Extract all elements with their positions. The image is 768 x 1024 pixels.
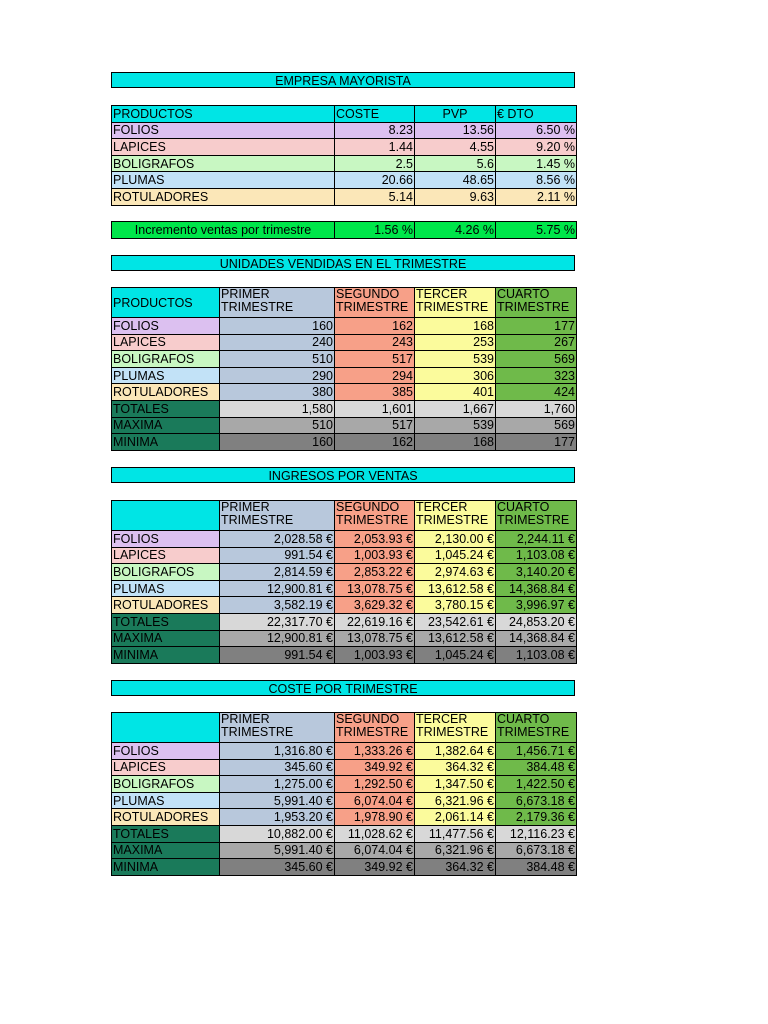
q3-cell[interactable]: 6,321.96 € bbox=[415, 792, 496, 809]
q1-cell[interactable]: 2,028.58 € bbox=[220, 531, 335, 548]
table-row bbox=[112, 580, 577, 597]
table-row bbox=[112, 564, 577, 581]
incremento-label[interactable]: Incremento ventas por trimestre bbox=[112, 222, 335, 239]
q3-cell[interactable]: 401 bbox=[415, 384, 496, 401]
product-name[interactable]: FOLIOS bbox=[112, 318, 220, 335]
header-q2[interactable]: SEGUNDO TRIMESTRE bbox=[335, 288, 415, 318]
header-q4[interactable]: CUARTO TRIMESTRE bbox=[496, 288, 577, 318]
header-q3[interactable]: TERCER TRIMESTRE bbox=[415, 713, 496, 743]
q1-cell[interactable]: 1,580 bbox=[220, 400, 335, 417]
q3-cell[interactable]: 1,045.24 € bbox=[415, 647, 496, 664]
coste-cell[interactable]: 5.14 bbox=[335, 188, 415, 205]
product-name[interactable]: BOLIGRAFOS bbox=[112, 155, 335, 172]
unidades-table bbox=[111, 287, 577, 451]
q1-cell[interactable]: 1,275.00 € bbox=[220, 776, 335, 793]
maxima-label[interactable]: MAXIMA bbox=[112, 630, 220, 647]
dto-cell[interactable]: 2.11 % bbox=[496, 188, 577, 205]
table-row bbox=[112, 122, 577, 139]
header-q3[interactable]: TERCER TRIMESTRE bbox=[415, 501, 496, 531]
q4-cell[interactable]: 6,673.18 € bbox=[496, 792, 577, 809]
q3-cell[interactable]: 364.32 € bbox=[415, 759, 496, 776]
q4-cell[interactable]: 6,673.18 € bbox=[496, 842, 577, 859]
q4-cell[interactable]: 267 bbox=[496, 334, 577, 351]
q1-cell[interactable]: 991.54 € bbox=[220, 647, 335, 664]
q2-cell[interactable]: 385 bbox=[335, 384, 415, 401]
q2-cell[interactable]: 2,853.22 € bbox=[335, 564, 415, 581]
pvp-cell[interactable]: 13.56 bbox=[415, 122, 496, 139]
minima-label[interactable]: MINIMA bbox=[112, 859, 220, 876]
q3-cell[interactable]: 539 bbox=[415, 417, 496, 434]
q4-cell[interactable]: 2,179.36 € bbox=[496, 809, 577, 826]
q4-cell[interactable]: 1,103.08 € bbox=[496, 547, 577, 564]
unidades-title: UNIDADES VENDIDAS EN EL TRIMESTRE bbox=[111, 255, 575, 271]
table-row bbox=[112, 597, 577, 614]
q2-cell[interactable]: 3,629.32 € bbox=[335, 597, 415, 614]
maxima-row bbox=[112, 417, 577, 434]
q4-cell[interactable]: 12,116.23 € bbox=[496, 825, 577, 842]
q2-cell[interactable]: 1,292.50 € bbox=[335, 776, 415, 793]
header-q1[interactable]: PRIMER TRIMESTRE bbox=[220, 501, 335, 531]
product-name[interactable]: ROTULADORES bbox=[112, 384, 220, 401]
minima-row bbox=[112, 434, 577, 451]
q3-cell[interactable]: 2,061.14 € bbox=[415, 809, 496, 826]
q2-cell[interactable]: 162 bbox=[335, 434, 415, 451]
minima-row bbox=[112, 859, 577, 876]
pvp-cell[interactable]: 4.55 bbox=[415, 139, 496, 156]
minima-label[interactable]: MINIMA bbox=[112, 434, 220, 451]
q1-cell[interactable]: 510 bbox=[220, 417, 335, 434]
product-name[interactable]: FOLIOS bbox=[112, 531, 220, 548]
q3-cell[interactable]: 13,612.58 € bbox=[415, 580, 496, 597]
table-row bbox=[112, 759, 577, 776]
product-name[interactable]: ROTULADORES bbox=[112, 597, 220, 614]
q1-cell[interactable]: 160 bbox=[220, 434, 335, 451]
maxima-label[interactable]: MAXIMA bbox=[112, 417, 220, 434]
coste-cell[interactable]: 8.23 bbox=[335, 122, 415, 139]
q4-cell[interactable]: 3,996.97 € bbox=[496, 597, 577, 614]
q3-cell[interactable]: 1,382.64 € bbox=[415, 743, 496, 760]
coste-table bbox=[111, 712, 577, 876]
product-name[interactable]: LAPICES bbox=[112, 334, 220, 351]
q2-cell[interactable]: 6,074.04 € bbox=[335, 842, 415, 859]
q3-cell[interactable]: 364.32 € bbox=[415, 859, 496, 876]
table-row bbox=[112, 334, 577, 351]
q1-cell[interactable]: 345.60 € bbox=[220, 759, 335, 776]
header-productos[interactable]: PRODUCTOS bbox=[112, 106, 335, 123]
q2-cell[interactable]: 1,003.93 € bbox=[335, 647, 415, 664]
q3-cell[interactable]: 6,321.96 € bbox=[415, 842, 496, 859]
q2-cell[interactable]: 517 bbox=[335, 417, 415, 434]
product-name[interactable]: PLUMAS bbox=[112, 172, 335, 189]
product-name[interactable]: BOLIGRAFOS bbox=[112, 564, 220, 581]
q2-cell[interactable]: 1,333.26 € bbox=[335, 743, 415, 760]
q1-cell[interactable]: 5,991.40 € bbox=[220, 842, 335, 859]
incremento-cell[interactable]: 4.26 % bbox=[415, 222, 496, 239]
ingresos-title: INGRESOS POR VENTAS bbox=[111, 467, 575, 483]
table-header-row bbox=[112, 288, 577, 318]
totales-row bbox=[112, 613, 577, 630]
q1-cell[interactable]: 1,953.20 € bbox=[220, 809, 335, 826]
coste-cell[interactable]: 20.66 bbox=[335, 172, 415, 189]
header-q2[interactable]: SEGUNDO TRIMESTRE bbox=[335, 713, 415, 743]
incremento-cell[interactable]: 5.75 % bbox=[496, 222, 577, 239]
q1-cell[interactable]: 1,316.80 € bbox=[220, 743, 335, 760]
q1-cell[interactable]: 510 bbox=[220, 351, 335, 368]
q3-cell[interactable]: 23,542.61 € bbox=[415, 613, 496, 630]
product-name[interactable]: ROTULADORES bbox=[112, 809, 220, 826]
q2-cell[interactable]: 1,978.90 € bbox=[335, 809, 415, 826]
header-productos[interactable] bbox=[112, 713, 220, 743]
q2-cell[interactable]: 243 bbox=[335, 334, 415, 351]
q4-cell[interactable]: 1,760 bbox=[496, 400, 577, 417]
table-row bbox=[112, 318, 577, 335]
dto-cell[interactable]: 9.20 % bbox=[496, 139, 577, 156]
q2-cell[interactable]: 13,078.75 € bbox=[335, 630, 415, 647]
product-name[interactable]: FOLIOS bbox=[112, 122, 335, 139]
q3-cell[interactable]: 253 bbox=[415, 334, 496, 351]
q4-cell[interactable]: 323 bbox=[496, 367, 577, 384]
product-name[interactable]: BOLIGRAFOS bbox=[112, 776, 220, 793]
q4-cell[interactable]: 2,244.11 € bbox=[496, 531, 577, 548]
product-name[interactable]: LAPICES bbox=[112, 547, 220, 564]
table-row bbox=[112, 792, 577, 809]
product-name[interactable]: PLUMAS bbox=[112, 580, 220, 597]
table-row bbox=[112, 351, 577, 368]
pvp-cell[interactable]: 5.6 bbox=[415, 155, 496, 172]
maxima-label[interactable]: MAXIMA bbox=[112, 842, 220, 859]
q1-cell[interactable]: 290 bbox=[220, 367, 335, 384]
header-pvp[interactable]: PVP bbox=[415, 106, 496, 123]
q4-cell[interactable]: 1,422.50 € bbox=[496, 776, 577, 793]
q2-cell[interactable]: 349.92 € bbox=[335, 759, 415, 776]
table-row bbox=[112, 367, 577, 384]
dto-cell[interactable]: 8.56 % bbox=[496, 172, 577, 189]
q2-cell[interactable]: 294 bbox=[335, 367, 415, 384]
ingresos-table bbox=[111, 500, 577, 664]
q2-cell[interactable]: 6,074.04 € bbox=[335, 792, 415, 809]
q3-cell[interactable]: 168 bbox=[415, 318, 496, 335]
q2-cell[interactable]: 1,003.93 € bbox=[335, 547, 415, 564]
table-row bbox=[112, 809, 577, 826]
q4-cell[interactable]: 3,140.20 € bbox=[496, 564, 577, 581]
q2-cell[interactable]: 11,028.62 € bbox=[335, 825, 415, 842]
table-row bbox=[112, 188, 577, 205]
table-header-row bbox=[112, 106, 577, 123]
coste-title: COSTE POR TRIMESTRE bbox=[111, 680, 575, 696]
q4-cell[interactable]: 177 bbox=[496, 434, 577, 451]
q2-cell[interactable]: 2,053.93 € bbox=[335, 531, 415, 548]
product-name[interactable]: BOLIGRAFOS bbox=[112, 351, 220, 368]
totales-label[interactable]: TOTALES bbox=[112, 613, 220, 630]
table-header-row bbox=[112, 713, 577, 743]
q3-cell[interactable]: 1,667 bbox=[415, 400, 496, 417]
q1-cell[interactable]: 160 bbox=[220, 318, 335, 335]
pvp-cell[interactable]: 9.63 bbox=[415, 188, 496, 205]
header-q4[interactable]: CUARTO TRIMESTRE bbox=[496, 501, 577, 531]
q2-cell[interactable]: 162 bbox=[335, 318, 415, 335]
totales-row bbox=[112, 825, 577, 842]
header-q1[interactable]: PRIMER TRIMESTRE bbox=[220, 713, 335, 743]
header-productos[interactable] bbox=[112, 501, 220, 531]
pvp-cell[interactable]: 48.65 bbox=[415, 172, 496, 189]
table-row bbox=[112, 384, 577, 401]
table-row bbox=[112, 139, 577, 156]
table-row bbox=[112, 172, 577, 189]
q1-cell[interactable]: 345.60 € bbox=[220, 859, 335, 876]
q1-cell[interactable]: 991.54 € bbox=[220, 547, 335, 564]
header-productos[interactable]: PRODUCTOS bbox=[112, 288, 220, 318]
totales-row bbox=[112, 400, 577, 417]
productos-price-table bbox=[111, 105, 577, 206]
header-coste[interactable]: COSTE bbox=[335, 106, 415, 123]
product-name[interactable]: PLUMAS bbox=[112, 792, 220, 809]
table-row bbox=[112, 743, 577, 760]
q4-cell[interactable]: 1,103.08 € bbox=[496, 647, 577, 664]
incremento-row bbox=[112, 222, 577, 239]
q4-cell[interactable]: 1,456.71 € bbox=[496, 743, 577, 760]
q2-cell[interactable]: 1,601 bbox=[335, 400, 415, 417]
product-name[interactable]: PLUMAS bbox=[112, 367, 220, 384]
header-q4[interactable]: CUARTO TRIMESTRE bbox=[496, 713, 577, 743]
q2-cell[interactable]: 13,078.75 € bbox=[335, 580, 415, 597]
q1-cell[interactable]: 12,900.81 € bbox=[220, 580, 335, 597]
q2-cell[interactable]: 22,619.16 € bbox=[335, 613, 415, 630]
coste-cell[interactable]: 1.44 bbox=[335, 139, 415, 156]
maxima-row bbox=[112, 630, 577, 647]
q3-cell[interactable]: 2,974.63 € bbox=[415, 564, 496, 581]
header-q3[interactable]: TERCER TRIMESTRE bbox=[415, 288, 496, 318]
product-name[interactable]: ROTULADORES bbox=[112, 188, 335, 205]
q3-cell[interactable]: 168 bbox=[415, 434, 496, 451]
product-name[interactable]: LAPICES bbox=[112, 139, 335, 156]
q1-cell[interactable]: 5,991.40 € bbox=[220, 792, 335, 809]
q1-cell[interactable]: 12,900.81 € bbox=[220, 630, 335, 647]
q2-cell[interactable]: 517 bbox=[335, 351, 415, 368]
product-name[interactable]: LAPICES bbox=[112, 759, 220, 776]
q3-cell[interactable]: 13,612.58 € bbox=[415, 630, 496, 647]
dto-cell[interactable]: 1.45 % bbox=[496, 155, 577, 172]
q4-cell[interactable]: 14,368.84 € bbox=[496, 630, 577, 647]
totales-label[interactable]: TOTALES bbox=[112, 825, 220, 842]
table-header-row bbox=[112, 501, 577, 531]
q3-cell[interactable]: 2,130.00 € bbox=[415, 531, 496, 548]
minima-label[interactable]: MINIMA bbox=[112, 647, 220, 664]
table-row bbox=[112, 776, 577, 793]
q1-cell[interactable]: 240 bbox=[220, 334, 335, 351]
header-q1[interactable]: PRIMER TRIMESTRE bbox=[220, 288, 335, 318]
q4-cell[interactable]: 384.48 € bbox=[496, 759, 577, 776]
q3-cell[interactable]: 1,347.50 € bbox=[415, 776, 496, 793]
q3-cell[interactable]: 539 bbox=[415, 351, 496, 368]
coste-cell[interactable]: 2.5 bbox=[335, 155, 415, 172]
totales-label[interactable]: TOTALES bbox=[112, 400, 220, 417]
q4-cell[interactable]: 424 bbox=[496, 384, 577, 401]
q4-cell[interactable]: 14,368.84 € bbox=[496, 580, 577, 597]
dto-cell[interactable]: 6.50 % bbox=[496, 122, 577, 139]
incremento-cell[interactable]: 1.56 % bbox=[335, 222, 415, 239]
q4-cell[interactable]: 569 bbox=[496, 417, 577, 434]
q2-cell[interactable]: 349.92 € bbox=[335, 859, 415, 876]
q4-cell[interactable]: 24,853.20 € bbox=[496, 613, 577, 630]
q3-cell[interactable]: 1,045.24 € bbox=[415, 547, 496, 564]
q1-cell[interactable]: 2,814.59 € bbox=[220, 564, 335, 581]
q4-cell[interactable]: 177 bbox=[496, 318, 577, 335]
table-row bbox=[112, 531, 577, 548]
q3-cell[interactable]: 11,477.56 € bbox=[415, 825, 496, 842]
q4-cell[interactable]: 569 bbox=[496, 351, 577, 368]
q3-cell[interactable]: 306 bbox=[415, 367, 496, 384]
q4-cell[interactable]: 384.48 € bbox=[496, 859, 577, 876]
product-name[interactable]: FOLIOS bbox=[112, 743, 220, 760]
header-dto[interactable]: € DTO bbox=[496, 106, 577, 123]
q1-cell[interactable]: 10,882.00 € bbox=[220, 825, 335, 842]
header-q2[interactable]: SEGUNDO TRIMESTRE bbox=[335, 501, 415, 531]
q1-cell[interactable]: 380 bbox=[220, 384, 335, 401]
maxima-row bbox=[112, 842, 577, 859]
minima-row bbox=[112, 647, 577, 664]
empresa-title: EMPRESA MAYORISTA bbox=[111, 72, 575, 88]
q3-cell[interactable]: 3,780.15 € bbox=[415, 597, 496, 614]
incremento-table bbox=[111, 221, 577, 239]
table-row bbox=[112, 155, 577, 172]
q1-cell[interactable]: 22,317.70 € bbox=[220, 613, 335, 630]
q1-cell[interactable]: 3,582.19 € bbox=[220, 597, 335, 614]
table-row bbox=[112, 547, 577, 564]
